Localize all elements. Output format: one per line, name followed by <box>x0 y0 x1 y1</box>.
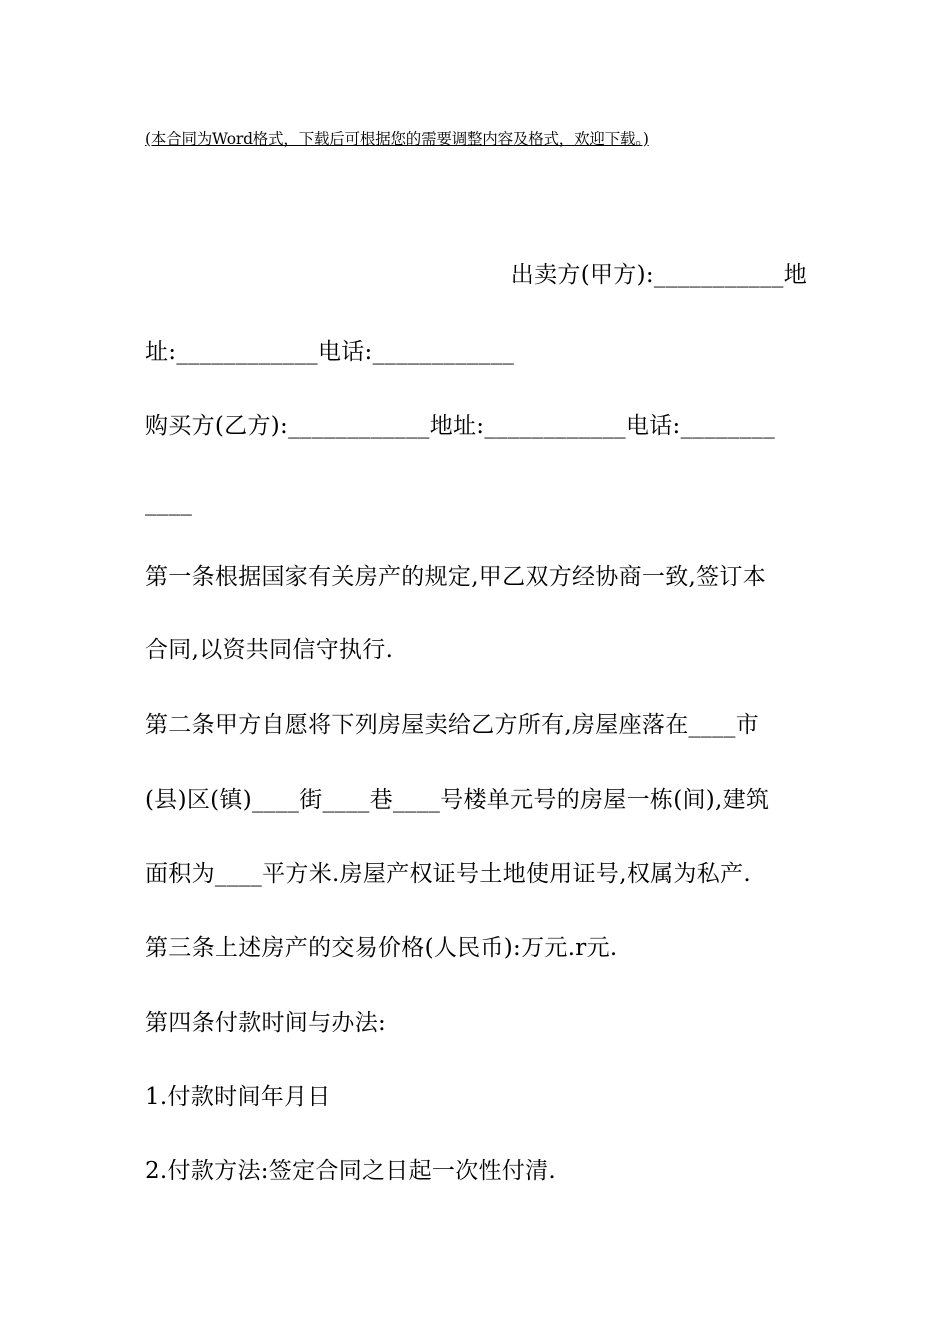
payment-time-line: 1.付款时间年月日 <box>145 1084 331 1110</box>
article-2-line-2: (县)区(镇)____街____巷____号楼单元号的房屋一栋(间),建筑 <box>145 787 770 813</box>
article-1-line-2: 合同,以资共同信守执行. <box>145 637 394 663</box>
article-4-line: 第四条付款时间与办法: <box>145 1010 387 1036</box>
article-3-line: 第三条上述房产的交易价格(人民币):万元.r元. <box>145 935 618 961</box>
payment-method-line: 2.付款方法:签定合同之日起一次性付清. <box>145 1158 557 1184</box>
seller-line: 出卖方(甲方):___________地 <box>510 262 807 288</box>
article-2-line-3: 面积为____平方米.房屋产权证号土地使用证号,权属为私产. <box>145 861 751 887</box>
seller-address-phone-line: 址:____________电话:____________ <box>145 339 515 365</box>
article-1-line-1: 第一条根据国家有关房产的规定,甲乙双方经协商一致,签订本 <box>145 564 767 590</box>
format-note: (本合同为Word格式，下载后可根据您的需要调整内容及格式，欢迎下载。) <box>145 130 649 148</box>
buyer-line-continuation: ____ <box>145 490 193 516</box>
buyer-line: 购买方(乙方):____________地址:____________电话:________ <box>145 413 775 439</box>
article-2-line-1: 第二条甲方自愿将下列房屋卖给乙方所有,房屋座落在____市 <box>145 712 760 738</box>
